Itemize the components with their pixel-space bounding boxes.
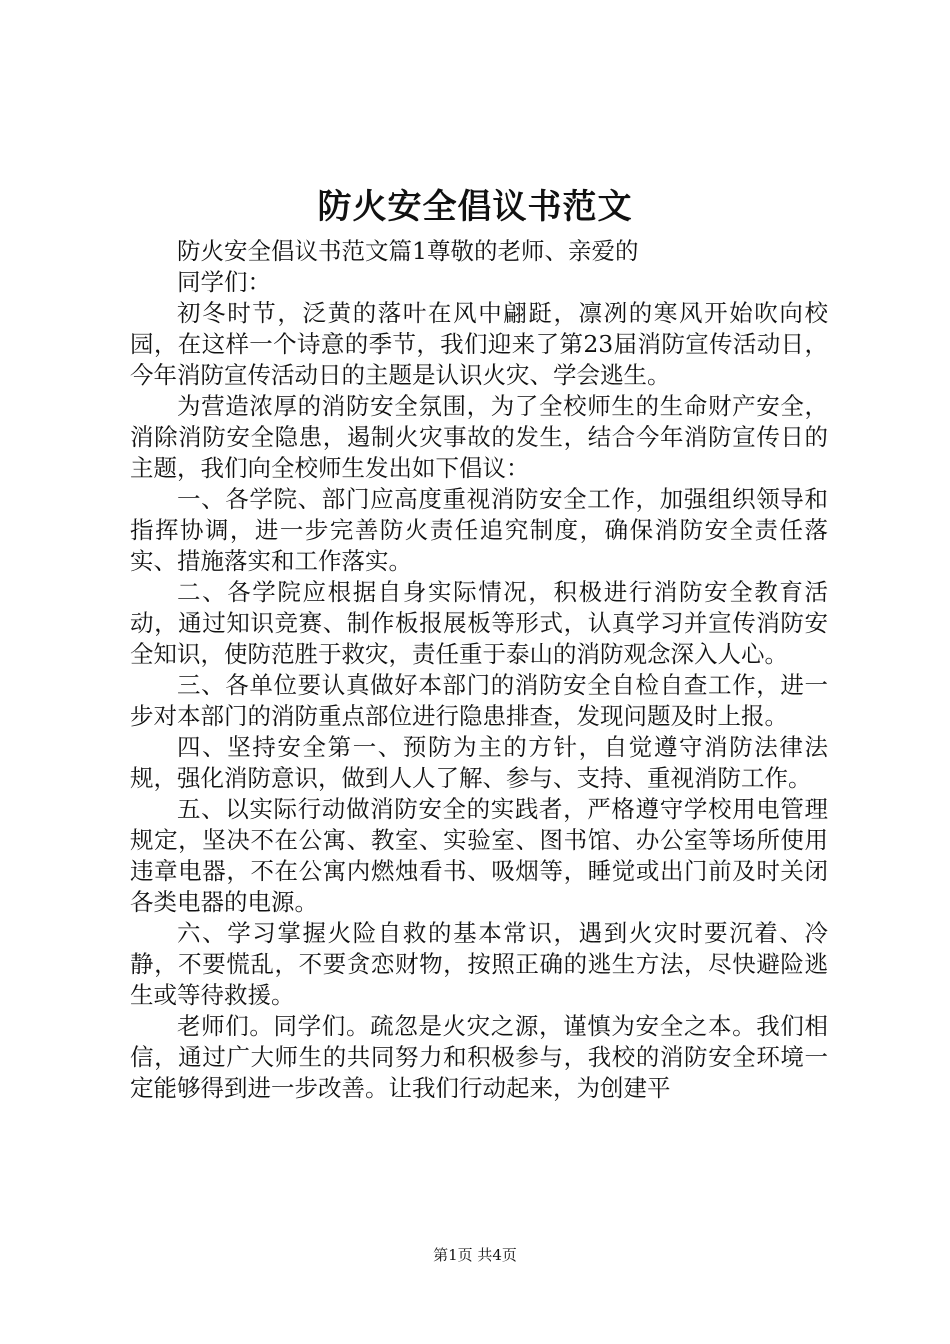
paragraph: 一、各学院、部门应高度重视消防安全工作，加强组织领导和指挥协调，进一步完善防火责任追究制度，确保消防安全责任落实、措施落实和工作落实。 <box>130 485 828 575</box>
document-title: 防火安全倡议书范文 <box>317 187 633 227</box>
document-body <box>130 236 828 1104</box>
paragraph: 同学们： <box>177 268 271 296</box>
paragraph: 二、各学院应根据自身实际情况，积极进行消防安全教育活动，通过知识竞赛、制作板报展板等形式，认真学习并宣传消防安全知识，使防范胜于救灾，责任重于泰山的消防观念深入人心。 <box>130 578 828 668</box>
paragraph: 初冬时节，泛黄的落叶在风中翩跹，凛冽的寒风开始吹向校园，在这样一个诗意的季节，我们迎来了第23届消防宣传活动日，今年消防宣传活动日的主题是认识火灾、学会逃生。 <box>130 299 828 389</box>
page-number-indicator: 第1页 共4页 <box>433 1246 517 1264</box>
paragraph: 三、各单位要认真做好本部门的消防安全自检自查工作，进一步对本部门的消防重点部位进行隐患排查，发现问题及时上报。 <box>130 671 828 730</box>
paragraph: 老师们。同学们。疏忽是火灾之源，谨慎为安全之本。我们相信，通过广大师生的共同努力和积极参与，我校的消防安全环境一定能够得到进一步改善。让我们行动起来，为创建平 <box>130 1012 828 1102</box>
paragraph: 六、学习掌握火险自救的基本常识，遇到火灾时要沉着、冷静，不要慌乱，不要贪恋财物，按照正确的逃生方法，尽快避险逃生或等待救援。 <box>130 919 828 1009</box>
paragraph: 五、以实际行动做消防安全的实践者，严格遵守学校用电管理规定，坚决不在公寓、教室、实验室、图书馆、办公室等场所使用违章电器，不在公寓内燃烛看书、吸烟等，睡觉或出门前及时关闭各类电器的电源。 <box>130 795 828 916</box>
paragraph: 四、坚持安全第一、预防为主的方针，自觉遵守消防法律法规，强化消防意识，做到人人了解、参与、支持、重视消防工作。 <box>130 733 828 792</box>
paragraph: 为营造浓厚的消防安全氛围，为了全校师生的生命财产安全，消除消防安全隐患，遏制火灾事故的发生，结合今年消防宣传日的主题，我们向全校师生发出如下倡议： <box>130 392 828 482</box>
paragraph: 防火安全倡议书范文篇1尊敬的老师、亲爱的 <box>177 237 639 265</box>
